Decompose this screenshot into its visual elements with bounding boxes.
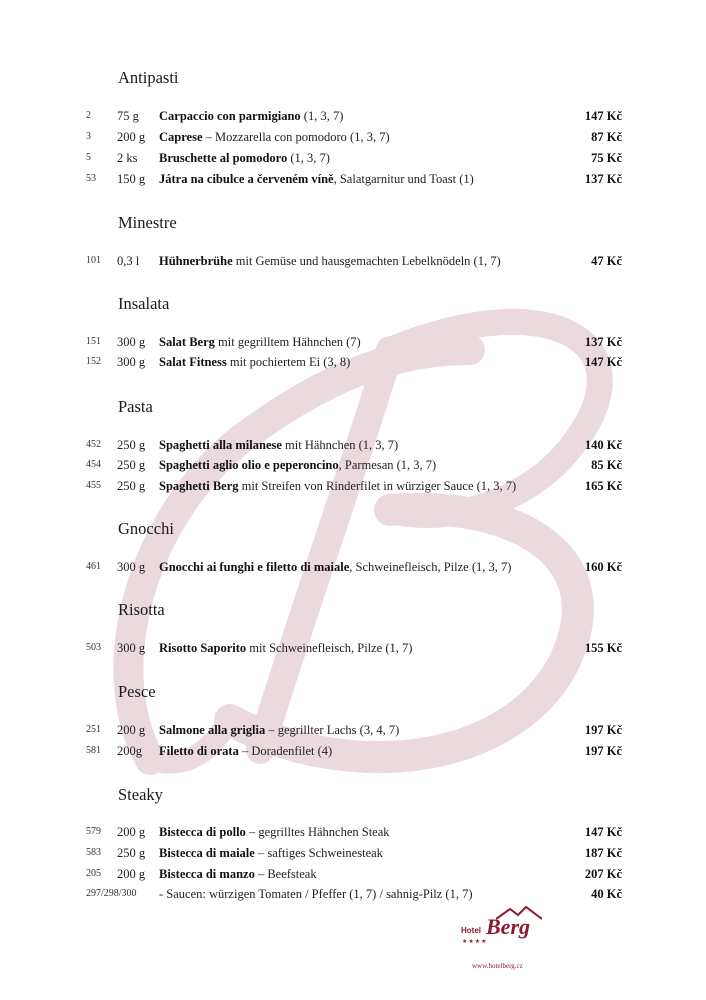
item-quantity: 250 g <box>117 438 146 452</box>
item-description <box>159 148 330 168</box>
menu-item <box>0 720 706 740</box>
item-price: 147 Kč <box>584 355 622 369</box>
item-details: – Beefsteak <box>254 867 317 881</box>
item-quantity: 300 g <box>117 641 146 655</box>
item-number: 251 <box>86 724 101 735</box>
item-price: 140 Kč <box>584 438 622 452</box>
item-name: Salmone alla griglia <box>159 723 266 737</box>
item-name: Salat Fitness <box>159 355 227 369</box>
item-number: 2 <box>86 110 91 121</box>
item-details: mit Hähnchen (1, 3, 7) <box>281 438 399 452</box>
item-number: 454 <box>86 459 101 470</box>
item-details: – gegrilltes Hähnchen Steak <box>245 825 390 839</box>
item-details: mit pochiertem Ei (3, 8) <box>226 355 351 369</box>
menu-item <box>0 169 706 189</box>
item-details: – Mozzarella con pomodoro (1, 3, 7) <box>202 130 390 144</box>
item-number: 152 <box>86 356 101 367</box>
item-details: - Saucen: würzigen Tomaten / Pfeffer (1, 7) / sahnig-Pilz (1, 7) <box>159 887 473 901</box>
item-name: Salat Berg <box>159 335 215 349</box>
item-price: 85 Kč <box>591 458 622 472</box>
item-details: , Parmesan (1, 3, 7) <box>338 458 437 472</box>
item-number: 53 <box>86 173 96 184</box>
item-name: Játra na cibulce a červeném víně <box>159 172 334 186</box>
item-price: 165 Kč <box>584 479 622 493</box>
item-description <box>159 352 350 372</box>
item-quantity: 0,3 l <box>117 254 140 268</box>
item-description <box>159 455 436 475</box>
item-quantity: 250 g <box>117 458 146 472</box>
item-quantity: 250 g <box>117 479 146 493</box>
item-number: 503 <box>86 642 101 653</box>
item-quantity: 200 g <box>117 825 146 839</box>
item-number: 583 <box>86 847 101 858</box>
item-details: (1, 3, 7) <box>300 109 344 123</box>
item-number: 205 <box>86 868 101 879</box>
logo-stars: ★★★★ <box>462 939 488 945</box>
item-quantity: 150 g <box>117 172 146 186</box>
menu-item <box>0 822 706 842</box>
item-price: 87 Kč <box>591 130 622 144</box>
item-details: mit Schweinefleisch, Pilze (1, 7) <box>246 641 413 655</box>
menu-item <box>0 884 706 904</box>
item-number: 455 <box>86 480 101 491</box>
section-title: Antipasti <box>118 68 179 87</box>
menu-item <box>0 476 706 496</box>
item-description <box>159 741 332 761</box>
item-quantity: 200g <box>117 744 142 758</box>
item-quantity: 200 g <box>117 130 146 144</box>
item-description <box>159 557 511 577</box>
item-quantity: 75 g <box>117 109 139 123</box>
item-details: mit Gemüse und hausgemachten Lebelknödeln (1, 7) <box>232 254 501 268</box>
logo-hotel-text: Hotel <box>461 926 481 935</box>
item-description <box>159 638 412 658</box>
item-name: Filetto di orata <box>159 744 239 758</box>
section-title: Steaky <box>118 785 163 804</box>
item-quantity: 2 ks <box>117 151 138 165</box>
item-details: – gegrillter Lachs (3, 4, 7) <box>265 723 400 737</box>
item-name: Spaghetti aglio olio e peperoncino <box>159 458 339 472</box>
item-quantity: 250 g <box>117 846 146 860</box>
menu-item <box>0 106 706 126</box>
item-description <box>159 843 383 863</box>
item-number: 101 <box>86 255 101 266</box>
website-link[interactable]: www.hotelberg.cz <box>472 962 523 970</box>
menu-item <box>0 332 706 352</box>
item-name: Bistecca di manzo <box>159 867 255 881</box>
menu-item <box>0 864 706 884</box>
item-price: 155 Kč <box>584 641 622 655</box>
item-name: Risotto Saporito <box>159 641 247 655</box>
item-price: 197 Kč <box>584 723 622 737</box>
item-description <box>159 864 317 884</box>
menu-item <box>0 843 706 863</box>
item-price: 137 Kč <box>584 172 622 186</box>
item-quantity: 300 g <box>117 355 146 369</box>
item-price: 147 Kč <box>584 825 622 839</box>
logo-brand-text: Berg <box>486 914 530 939</box>
item-number: 461 <box>86 561 101 572</box>
item-description <box>159 169 474 189</box>
item-description <box>159 720 399 740</box>
section-title: Insalata <box>118 294 170 313</box>
item-price: 47 Kč <box>591 254 622 268</box>
menu-item <box>0 352 706 372</box>
section-title: Pasta <box>118 397 153 416</box>
item-description <box>159 332 361 352</box>
item-quantity: 200 g <box>117 723 146 737</box>
item-name: Spaghetti Berg <box>159 479 239 493</box>
item-name: Carpaccio con parmigiano <box>159 109 301 123</box>
menu-item <box>0 435 706 455</box>
item-name: Caprese <box>159 130 203 144</box>
item-number: 3 <box>86 131 91 142</box>
menu-item <box>0 557 706 577</box>
item-number: 297/298/300 <box>86 888 137 899</box>
item-quantity: 200 g <box>117 867 146 881</box>
item-number: 5 <box>86 152 91 163</box>
item-price: 187 Kč <box>584 846 622 860</box>
item-details: mit gegrilltem Hähnchen (7) <box>214 335 361 349</box>
item-name: Bruschette al pomodoro <box>159 151 288 165</box>
item-description <box>159 822 390 842</box>
menu-item <box>0 741 706 761</box>
item-price: 137 Kč <box>584 335 622 349</box>
item-description <box>159 251 501 271</box>
item-details: – Doradenfilet (4) <box>238 744 333 758</box>
item-details: mit Streifen von Rinderfilet in würziger Sauce (1, 3, 7) <box>238 479 517 493</box>
item-name: Spaghetti alla milanese <box>159 438 282 452</box>
item-details: , Salatgarnitur und Toast (1) <box>333 172 474 186</box>
item-quantity: 300 g <box>117 335 146 349</box>
item-quantity: 300 g <box>117 560 146 574</box>
section-title: Risotta <box>118 600 165 619</box>
item-price: 160 Kč <box>584 560 622 574</box>
item-price: 147 Kč <box>584 109 622 123</box>
menu-item <box>0 251 706 271</box>
menu-item <box>0 638 706 658</box>
item-number: 151 <box>86 336 101 347</box>
section-title: Pesce <box>118 682 156 701</box>
item-price: 207 Kč <box>584 867 622 881</box>
item-details: (1, 3, 7) <box>287 151 330 165</box>
menu-item <box>0 148 706 168</box>
menu-item <box>0 455 706 475</box>
item-price: 40 Kč <box>591 887 622 901</box>
item-details: – saftiges Schweinesteak <box>254 846 383 860</box>
section-title: Gnocchi <box>118 519 174 538</box>
item-number: 581 <box>86 745 101 756</box>
item-number: 452 <box>86 439 101 450</box>
item-name: Hühnerbrühe <box>159 254 233 268</box>
section-title: Minestre <box>118 213 177 232</box>
item-description <box>159 435 398 455</box>
item-name: Bistecca di pollo <box>159 825 246 839</box>
item-description <box>159 884 473 904</box>
menu-item <box>0 127 706 147</box>
item-number: 579 <box>86 826 101 837</box>
item-description <box>159 127 390 147</box>
item-name: Gnocchi ai funghi e filetto di maiale <box>159 560 350 574</box>
item-price: 75 Kč <box>591 151 622 165</box>
item-description <box>159 476 516 496</box>
item-details: , Schweinefleisch, Pilze (1, 3, 7) <box>349 560 512 574</box>
item-description <box>159 106 343 126</box>
item-name: Bistecca di maiale <box>159 846 255 860</box>
item-price: 197 Kč <box>584 744 622 758</box>
hotel-berg-logo <box>456 906 546 956</box>
